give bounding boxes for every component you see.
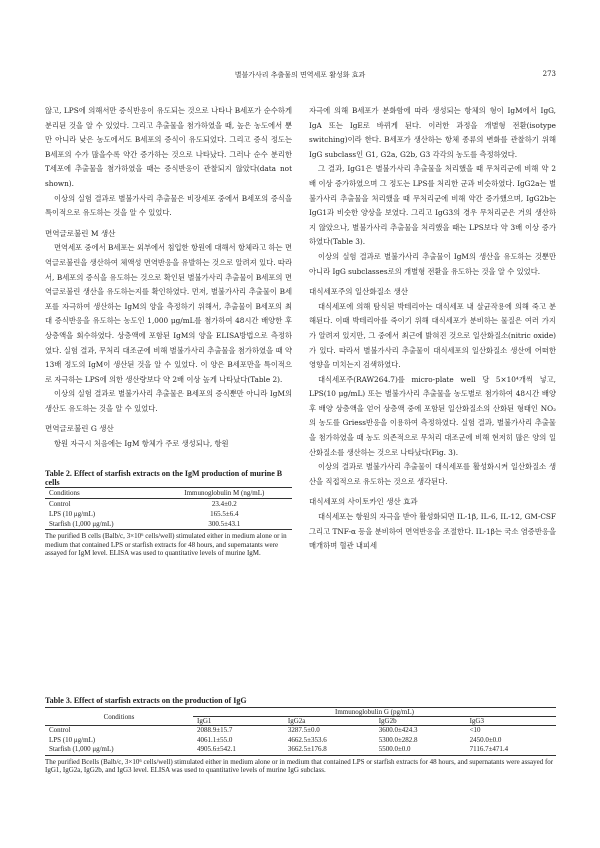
- table-cell: 165.5±6.4: [210, 510, 239, 518]
- paragraph: 이상의 실험 결과로 별불가사리 추출물은 B세포의 증식뿐만 아니라 IgM의 생산도 유도하는 것을 알 수 있었다.: [45, 389, 292, 413]
- page-number: 273: [542, 70, 556, 78]
- table-3-header-igg2b: IgG2b: [375, 717, 466, 726]
- paragraph: 면역세포 중에서 B세포는 외부에서 침입한 항원에 대해서 항체라고 하는 면역글로불린을 생산하여 체액성 면역반응을 유발하는 것으로 알려져 있다. 따라서, B세포의 증식을 유도하는 것으로 확인된 별불가사리 추출물이 B세포의 면역글로불린 생산을 유도하는지를 확인하였다. 먼저, 별불가사리 추출물이 B세포를 자극하여 생산하는 IgM의 양을 측정하기 위해서, 추출물이 B세포의 최대 증식반응을 유도하는 농도인 1,000 μg/mL를 첨가하여 48시간 배양한 후 상층액을 회수하였다. 상층액에 포함된 IgM의 양을 ELISA방법으로 측정하였다. 실험 결과, 무처리 대조군에 비해 별불가사리 추출물을 첨가하였을 때 약 13배 정도의 IgM이 생산된 것을 알 수 있었다. 이 양은 B세포만을 특이적으로 자극하는 LPS에 의한 생산량보다 약 2배 이상 높게 나타났다(Table 2).: [45, 243, 292, 384]
- paragraph: 대식세포주(RAW264.7)를 micro-plate well 당 5×10⁴개씩 넣고, LPS(10 μg/mL) 또는 별불가사리 추출물을 농도별로 첨가하여 48시간 배양 후 배양 상층액을 얻어 상층액 중에 포함된 일산화질소의 산화된 형태인 NO₂의 농도를 Griess반응을 이용하여 측정하였다. 실험 결과, 별불가사리 추출물을 첨가하였을 때 농도 의존적으로 무처리 대조군에 비해 현저히 많은 양의 일산화질소를 생산하는 것으로 나타났다(Fig. 3).: [309, 374, 556, 457]
- paragraph: 항원 자극시 처음에는 IgM 항체가 주로 생성되나, 항원: [54, 439, 229, 449]
- table-2-note: The purified B cells (Balb/c, 3×10⁶ cells/well) stimulated either in medium alone or in medium that contained LPS or starfish extracts for 48 hours, and supernatants were assayed for IgM level. ELISA was used to quantitative levels of murine IgM.: [45, 532, 287, 558]
- left-column: [45, 104, 292, 452]
- paragraph: 대식세포는 항원의 자극을 받아 활성화되면 IL-1β, IL-6, IL-12, GM-CSF 그리고 TNF-α 등을 분비하여 면역반응을 조절한다. IL-1β는 국소 염증반응을 매개하며 혈관 내피세: [309, 512, 556, 551]
- table-cell: Starfish (1,000 μg/mL): [45, 519, 157, 530]
- table-cell: 2088.9±15.7: [197, 726, 233, 734]
- table-cell: 5300.0±282.8: [378, 735, 418, 744]
- table-cell: 5500.0±0.0: [375, 745, 466, 755]
- table-cell: 2450.0±0.0: [469, 735, 502, 744]
- table-3-group-header: Immunoglobulin G (pg/mL): [193, 708, 556, 717]
- paragraph: 않고, LPS에 의해서만 증식반응이 유도되는 것으로 나타나 B세포가 순수하게 분리된 것을 알 수 있었다. 그리고 추출물을 첨가하였을 때, 높은 농도에서 뿐만 아니라 낮은 농도에서도 B세포의 증식이 유도되었다. 그리고 증식 정도는 B세포의 수가 많을수록 약간 증가하는 것으로 나타났다. 그러나 순수 분리한 T세포에 추출물을 첨가하였을 때는 증식반응이 관찰되지 않았다(data not shown).: [45, 106, 292, 188]
- paragraph: 이상의 결과로 별불가사리 추출물이 대식세포를 활성화시켜 일산화질소 생산을 직접적으로 유도하는 것으로 생각된다.: [309, 462, 556, 486]
- table-cell: 23.4±0.2: [211, 500, 237, 508]
- table-3: [45, 696, 556, 775]
- right-column: [309, 104, 556, 554]
- table-cell: 4905.6±542.1: [193, 745, 284, 755]
- table-3-header-igg3: IgG3: [466, 717, 556, 726]
- section-heading: 면역글로불린 G 생산: [45, 424, 114, 434]
- table-3-header-igg2a: IgG2a: [284, 717, 375, 726]
- table-cell: LPS (10 μg/mL): [49, 510, 96, 518]
- paragraph: 이상의 실험 결과로 별불가사리 추출물이 IgM의 생산을 유도하는 것뿐만 아니라 IgG subclasses로의 개별형 전환을 유도하는 것을 알 수 있었다.: [309, 251, 556, 276]
- table-3-header-conditions: Conditions: [45, 708, 193, 726]
- table-cell: 3600.0±424.3: [378, 726, 418, 734]
- paragraph: 대식세포에 의해 탐식된 박테리아는 대식세포 내 살균작용에 의해 죽고 분해된다. 이때 박테리아를 죽이기 위해 대식세포가 분비하는 물질은 여러 가지가 알려져 있지만, 그 중에서 최근에 밝혀진 것으로 일산화질소(nitric oxide)가 있다. 따라서 별불가사리 추출물이 대식세포의 일산화질소 생산에 어떠한 영향을 미치는지 검색하였다.: [309, 301, 556, 370]
- table-2-header-conditions: Conditions: [45, 488, 157, 499]
- table-3-header-igg1: IgG1: [193, 717, 284, 726]
- section-heading: 대식세포주의 일산화질소 생산: [309, 287, 408, 297]
- table-cell: 300.5±43.1: [157, 519, 292, 530]
- table-cell: Control: [49, 500, 71, 508]
- table-cell: 4061.1±55.0: [197, 735, 233, 744]
- running-title: 별불가사리 추출물의 면역세포 활성화 효과: [234, 71, 366, 79]
- table-3-note: The purified Bcells (Balb/c, 3×10⁶ cells/well) stimulated either in medium alone or in medium that contained LPS or starfish extracts for 48 hours, and supernatants were assayed for IgG1, IgG2a, IgG2b, and IgG3 level. ELISA was used to quantitative levels of murine IgG subclass.: [45, 757, 554, 775]
- table-cell: Control: [49, 726, 71, 734]
- table-cell: 3662.5±176.8: [284, 745, 375, 755]
- table-cell: 4662.5±353.6: [287, 735, 327, 744]
- table-2-caption: Table 2. Effect of starfish extracts on the IgM production of murine B cells: [45, 469, 283, 487]
- table-3-caption: Table 3. Effect of starfish extracts on the production of IgG: [45, 696, 247, 705]
- table-2-header-igm: Immunoglobulin M (ng/mL): [157, 488, 292, 499]
- section-heading: 대식세포의 사이토카인 생산 효과: [309, 497, 418, 507]
- section-heading: 면역글로불린 M 생산: [45, 228, 116, 238]
- paragraph: 그 결과, IgG1은 별불가사리 추출물을 처리했을 때 무처리군에 비해 약 2배 이상 증가하였으며 그 정도는 LPS를 처리한 군과 비슷하였다. IgG2a는 별불가사리 추출물을 처리했을 때 무처리군에 비해 약간 증가했으며, IgG2b는 IgG1과 비슷한 양상을 보였다. 그리고 IgG3의 경우 무처리군은 거의 생산하지 않았으나, 별불가사리 추출물을 처리했을 때는 LPS보다 약 3배 이상 증가하였다(Table 3).: [309, 164, 556, 247]
- table-cell: LPS (10 μg/mL): [49, 735, 96, 744]
- table-cell: Starfish (1,000 μg/mL): [45, 745, 193, 755]
- paragraph: 이상의 실험 결과로 별불가사리 추출물은 비장세포 중에서 B세포의 증식을 특이적으로 유도하는 것을 알 수 있었다.: [45, 193, 292, 218]
- table-cell: 3287.5±0.0: [287, 726, 320, 734]
- table-cell: 7116.7±471.4: [466, 745, 556, 755]
- paragraph: 자극에 의해 B세포가 분화함에 따라 생성되는 항체의 형이 IgM에서 IgG, IgA 또는 IgE로 바뀌게 된다. 이러한 과정을 개별형 전환(isotype switching)이라 한다. B세포가 생산하는 항체 종류의 변화를 관찰하기 위해 IgG subclass인 G1, G2a, G2b, G3 각각의 농도를 측정하였다.: [309, 106, 556, 159]
- table-cell: <10: [469, 726, 481, 734]
- table-2: [45, 469, 292, 558]
